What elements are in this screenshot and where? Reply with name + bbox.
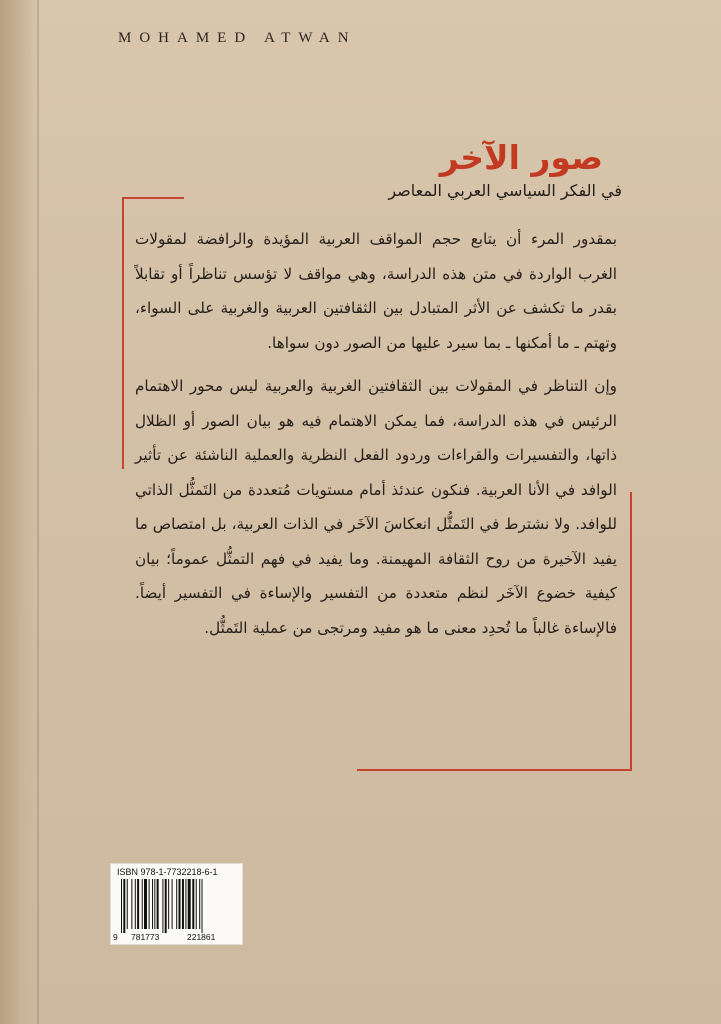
isbn-barcode: [110, 863, 243, 945]
blurb-paragraph: وإن التناظر في المقولات بين الثقافتين الغربية والعربية ليس محور الاهتمام الرئيس في هذه الدراسة، فما يمكن الاهتمام فيه هو بيان الصور أو الظلال ذاتها، والتفسيرات والقراءات وردود الفعل النظرية والعملية الناشئة عن تأثير الوافد في الأنا العربية. فنكون عندئذ أمام مستويات مُتعددة من التَمثُّل الذاتي للوافد. ولا نشترط في التَمثُّل انعكاسَ الآخَر في الذات العربية، بل امتصاص ما يفيد الآخيرة من روح الثقافة المهيمنة. وما يفيد في فهم التمثُّل عموماً؛ بيان كيفية خضوع الآخَر لنظم متعددة من التفسير والإساءة في التفسير أيضاً. فالإساءة غالباً ما تُحدِد معنى ما هو مفيد ومرتجى من عملية التَمثُّل.: [135, 377, 617, 637]
frame-line-right: [630, 492, 632, 770]
barcode-bar: [176, 879, 177, 929]
barcode-bar: [152, 879, 153, 929]
frame-line-top: [122, 197, 184, 199]
barcode-bar: [149, 879, 150, 929]
book-subtitle: في الفكر السياسي العربي المعاصر: [388, 181, 622, 200]
barcode-bar: [123, 879, 125, 933]
barcode-bar: [131, 879, 132, 929]
barcode-bar: [202, 879, 203, 933]
barcode-bar: [168, 879, 169, 929]
barcode-bar: [196, 879, 197, 929]
barcode-bar: [179, 879, 181, 929]
book-title: صور الآخر: [439, 138, 603, 177]
isbn-label: ISBN 978-1-7732218-6-1: [117, 867, 218, 877]
frame-line-left: [122, 197, 124, 469]
barcode-bar: [127, 879, 128, 929]
barcode-bar: [192, 879, 194, 929]
frame-line-bottom: [357, 769, 632, 771]
barcode-bar: [157, 879, 159, 929]
barcode-digit-group-2: 221861: [187, 932, 216, 942]
author-name: MOHAMED ATWAN: [118, 30, 357, 46]
barcode-bar: [121, 879, 122, 933]
barcode-bars: [121, 879, 235, 933]
barcode-bar: [154, 879, 155, 929]
barcode-bar: [142, 879, 143, 929]
barcode-bar: [135, 879, 136, 929]
barcode-bar: [137, 879, 139, 929]
blurb-text: [135, 222, 617, 654]
barcode-bar: [144, 879, 147, 929]
barcode-bar: [182, 879, 184, 929]
barcode-digit-prefix: 9: [113, 932, 118, 942]
barcode-bar: [172, 879, 173, 929]
barcode-bar: [165, 879, 167, 933]
spine-crease: [37, 0, 39, 1024]
blurb-paragraph: بمقدور المرء أن يتابع حجم المواقف العربية المؤيدة والرافضة لمقولات الغرب الواردة في متن هذه الدراسة، وهي مواقف لا تؤسس تناظراً أو تقابلاً بقدر ما تكشف عن الأثر المتبادل بين الثقافتين العربية والغربية على السواء، وتهتم ـ ما أمكنها ـ بما سيرد عليها من الصور دون سواها.: [135, 230, 617, 352]
barcode-bar: [162, 879, 163, 933]
barcode-bar: [199, 879, 200, 929]
barcode-bar: [185, 879, 186, 929]
barcode-digit-group-1: 781773: [131, 932, 160, 942]
barcode-bar: [188, 879, 191, 929]
spine-shadow: [0, 0, 38, 1024]
